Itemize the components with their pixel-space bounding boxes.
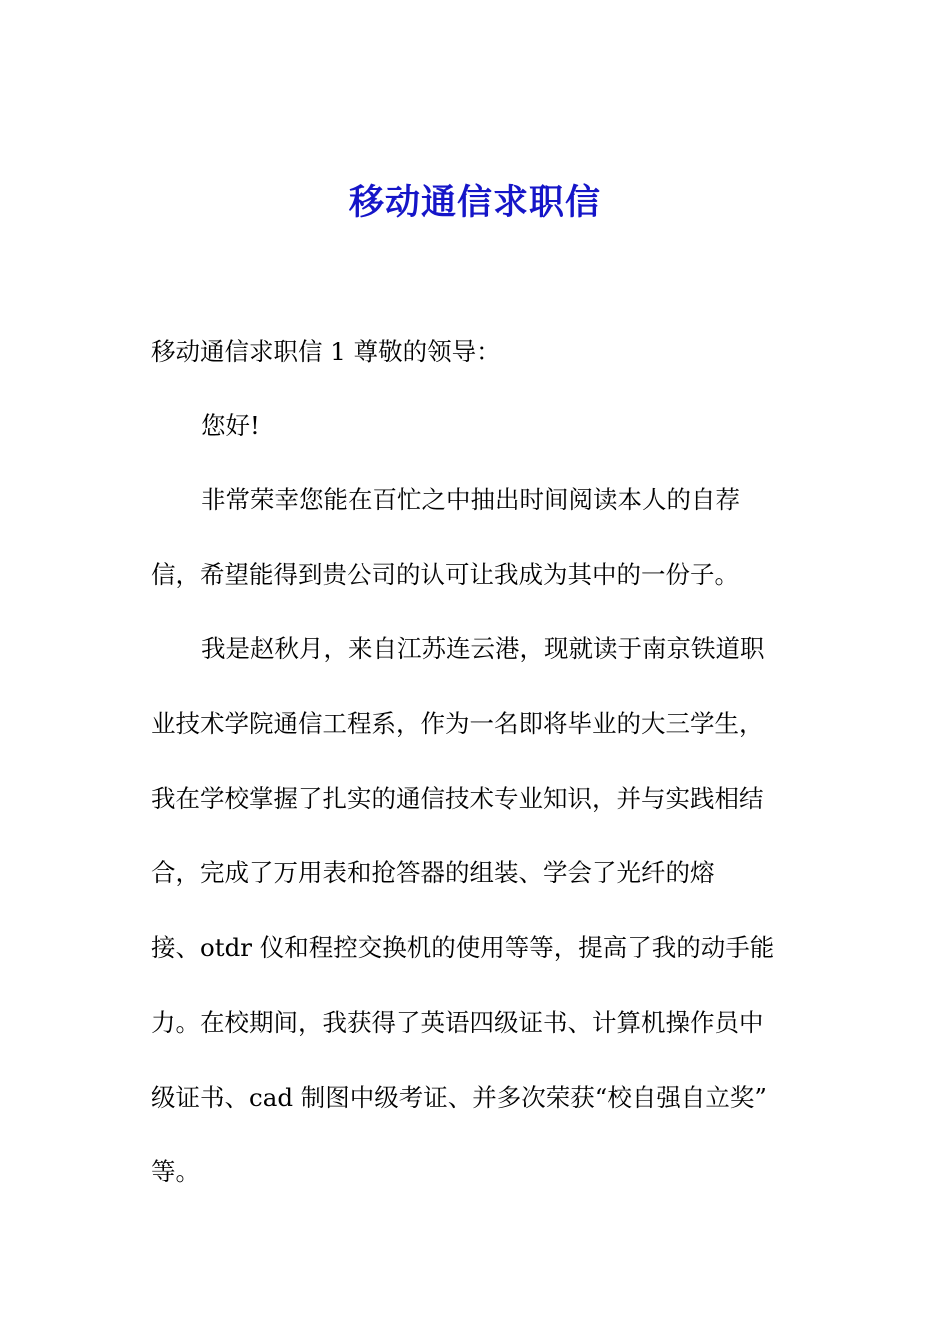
paragraph-2-line-1: 我是赵秋月，来自江苏连云港，现就读于南京铁道职 [201, 634, 765, 663]
paragraph-2-line-5: 接、otdr 仪和程控交换机的使用等等，提高了我的动手能 [151, 933, 775, 962]
paragraph-2-line-8: 等。 [151, 1157, 200, 1186]
salutation-line: 移动通信求职信 1 尊敬的领导： [151, 337, 501, 366]
paragraph-1-line-2: 信，希望能得到贵公司的认可让我成为其中的一份子。 [151, 560, 739, 589]
paragraph-2-line-6: 力。在校期间，我获得了英语四级证书、计算机操作员中 [151, 1008, 764, 1037]
paragraph-2-line-4: 合，完成了万用表和抢答器的组装、学会了光纤的熔 [151, 858, 715, 887]
greeting-line: 您好! [201, 411, 260, 440]
paragraph-2-line-3: 我在学校掌握了扎实的通信技术专业知识，并与实践相结 [151, 784, 764, 813]
paragraph-1-line-1: 非常荣幸您能在百忙之中抽出时间阅读本人的自荐 [201, 485, 740, 514]
document-title: 移动通信求职信 [348, 182, 601, 223]
paragraph-2-line-2: 业技术学院通信工程系，作为一名即将毕业的大三学生， [151, 709, 764, 738]
paragraph-2-line-7: 级证书、cad 制图中级考证、并多次荣获“校自强自立奖” [151, 1083, 767, 1112]
